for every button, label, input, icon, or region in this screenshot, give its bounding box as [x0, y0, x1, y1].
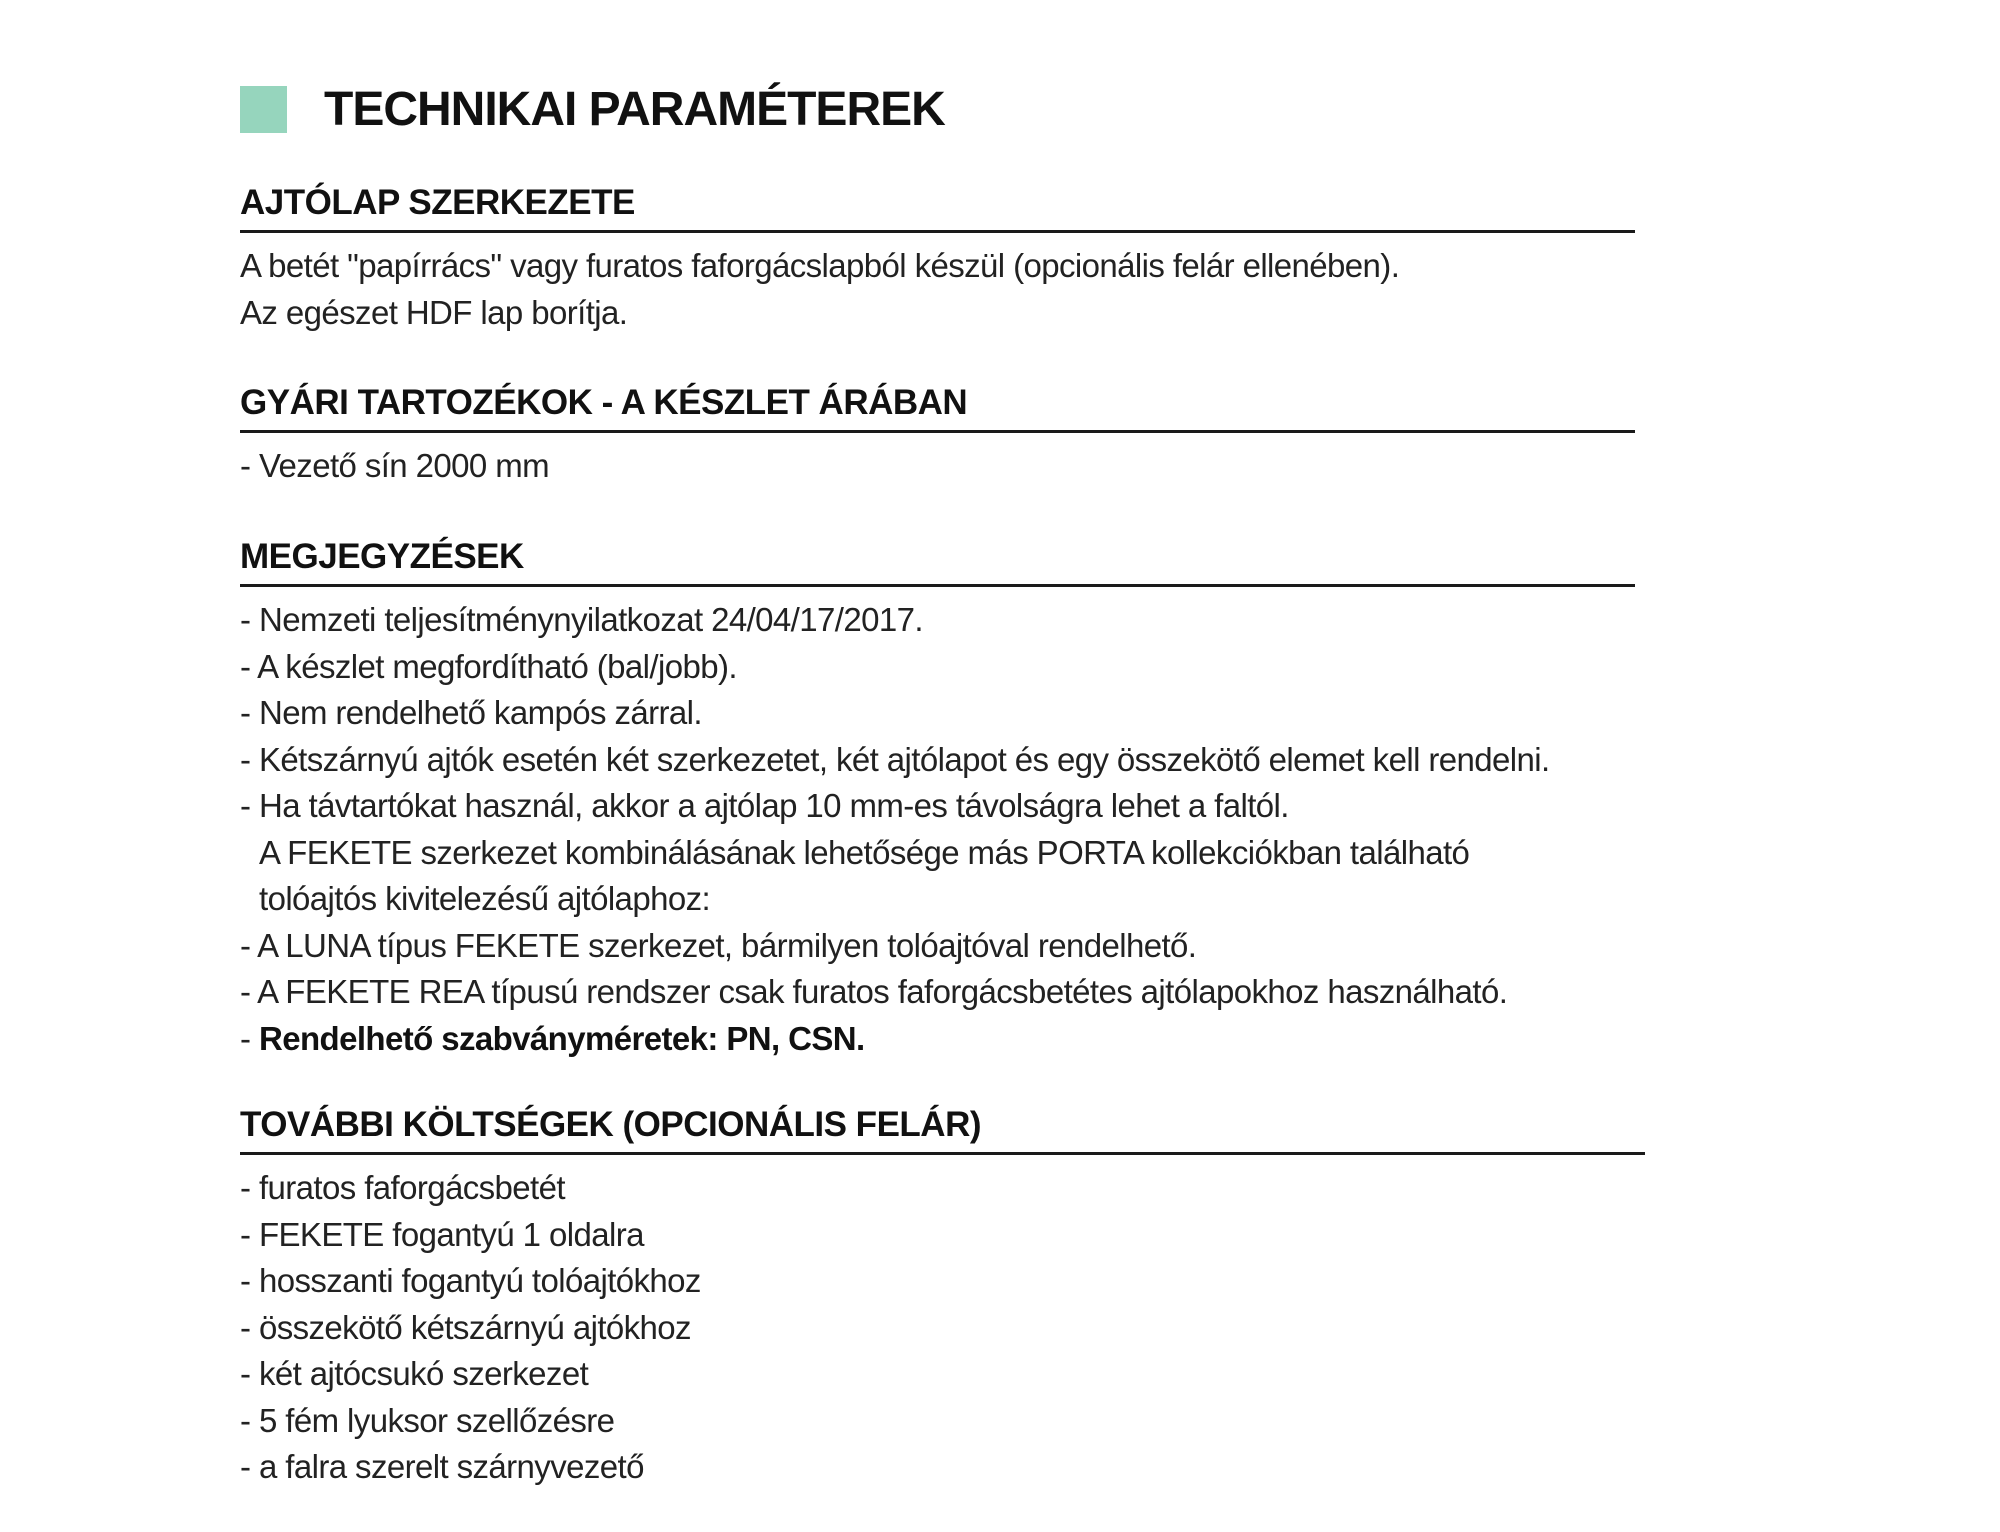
list-item: - FEKETE fogantyú 1 oldalra	[240, 1215, 644, 1253]
list-item: - összekötő kétszárnyú ajtókhoz	[240, 1308, 691, 1346]
section-body	[240, 1165, 1645, 1491]
accent-square	[240, 86, 287, 133]
section-heading: TOVÁBBI KÖLTSÉGEK (OPCIONÁLIS FELÁR)	[240, 1104, 1645, 1155]
text-line: Az egészet HDF lap borítja.	[240, 293, 628, 331]
list-item-continuation: A FEKETE szerkezet kombinálásának lehetősége más PORTA kollekciókban található	[259, 833, 1470, 871]
title-row	[240, 84, 945, 134]
list-item: - Vezető sín 2000 mm	[240, 447, 549, 484]
section-extra-costs	[240, 1104, 1645, 1491]
list-item-continuation: tolóajtós kivitelezésű ajtólaphoz:	[259, 880, 711, 917]
list-item: - A készlet megfordítható (bal/jobb).	[240, 647, 737, 685]
section-body	[240, 597, 1635, 1062]
list-item: - Kétszárnyú ajtók esetén két szerkezetet, két ajtólapot és egy összekötő elemet kell rendelni.	[240, 740, 1550, 778]
list-item: - furatos faforgácsbetét	[240, 1169, 565, 1206]
list-item: - A FEKETE REA típusú rendszer csak furatos faforgácsbetétes ajtólapokhoz használható.	[240, 973, 1508, 1010]
page-title: TECHNIKAI PARAMÉTEREK	[324, 82, 945, 136]
section-structure	[240, 182, 1635, 336]
text-line: A betét "papírrács" vagy furatos faforgácslapból készül (opcionális felár ellenében).	[240, 247, 1400, 284]
list-item: - A LUNA típus FEKETE szerkezet, bármilyen tolóajtóval rendelhető.	[240, 926, 1197, 964]
section-notes	[240, 536, 1635, 1062]
standard-sizes-text: Rendelhető szabványméretek: PN, CSN.	[258, 1019, 865, 1057]
list-item: - 5 fém lyuksor szellőzésre	[240, 1401, 615, 1439]
list-item: - Ha távtartókat használ, akkor a ajtólap 10 mm-es távolságra lehet a faltól.	[240, 787, 1289, 824]
section-heading: AJTÓLAP SZERKEZETE	[240, 182, 1635, 233]
section-heading: MEGJEGYZÉSEK	[240, 536, 1635, 587]
bold-line-prefix: -	[240, 1019, 259, 1057]
list-item: - hosszanti fogantyú tolóajtókhoz	[240, 1262, 701, 1299]
list-item: - két ajtócsukó szerkezet	[240, 1355, 589, 1392]
section-body	[240, 243, 1635, 336]
section-heading: GYÁRI TARTOZÉKOK - A KÉSZLET ÁRÁBAN	[240, 382, 1635, 433]
list-item: - Nem rendelhető kampós zárral.	[240, 694, 702, 731]
section-accessories	[240, 382, 1635, 490]
list-item-bold	[240, 1016, 1635, 1063]
list-item: - a falra szerelt szárnyvezető	[240, 1448, 644, 1485]
list-item: - Nemzeti teljesítménynyilatkozat 24/04/17/2017.	[240, 601, 923, 638]
section-body	[240, 443, 1635, 490]
